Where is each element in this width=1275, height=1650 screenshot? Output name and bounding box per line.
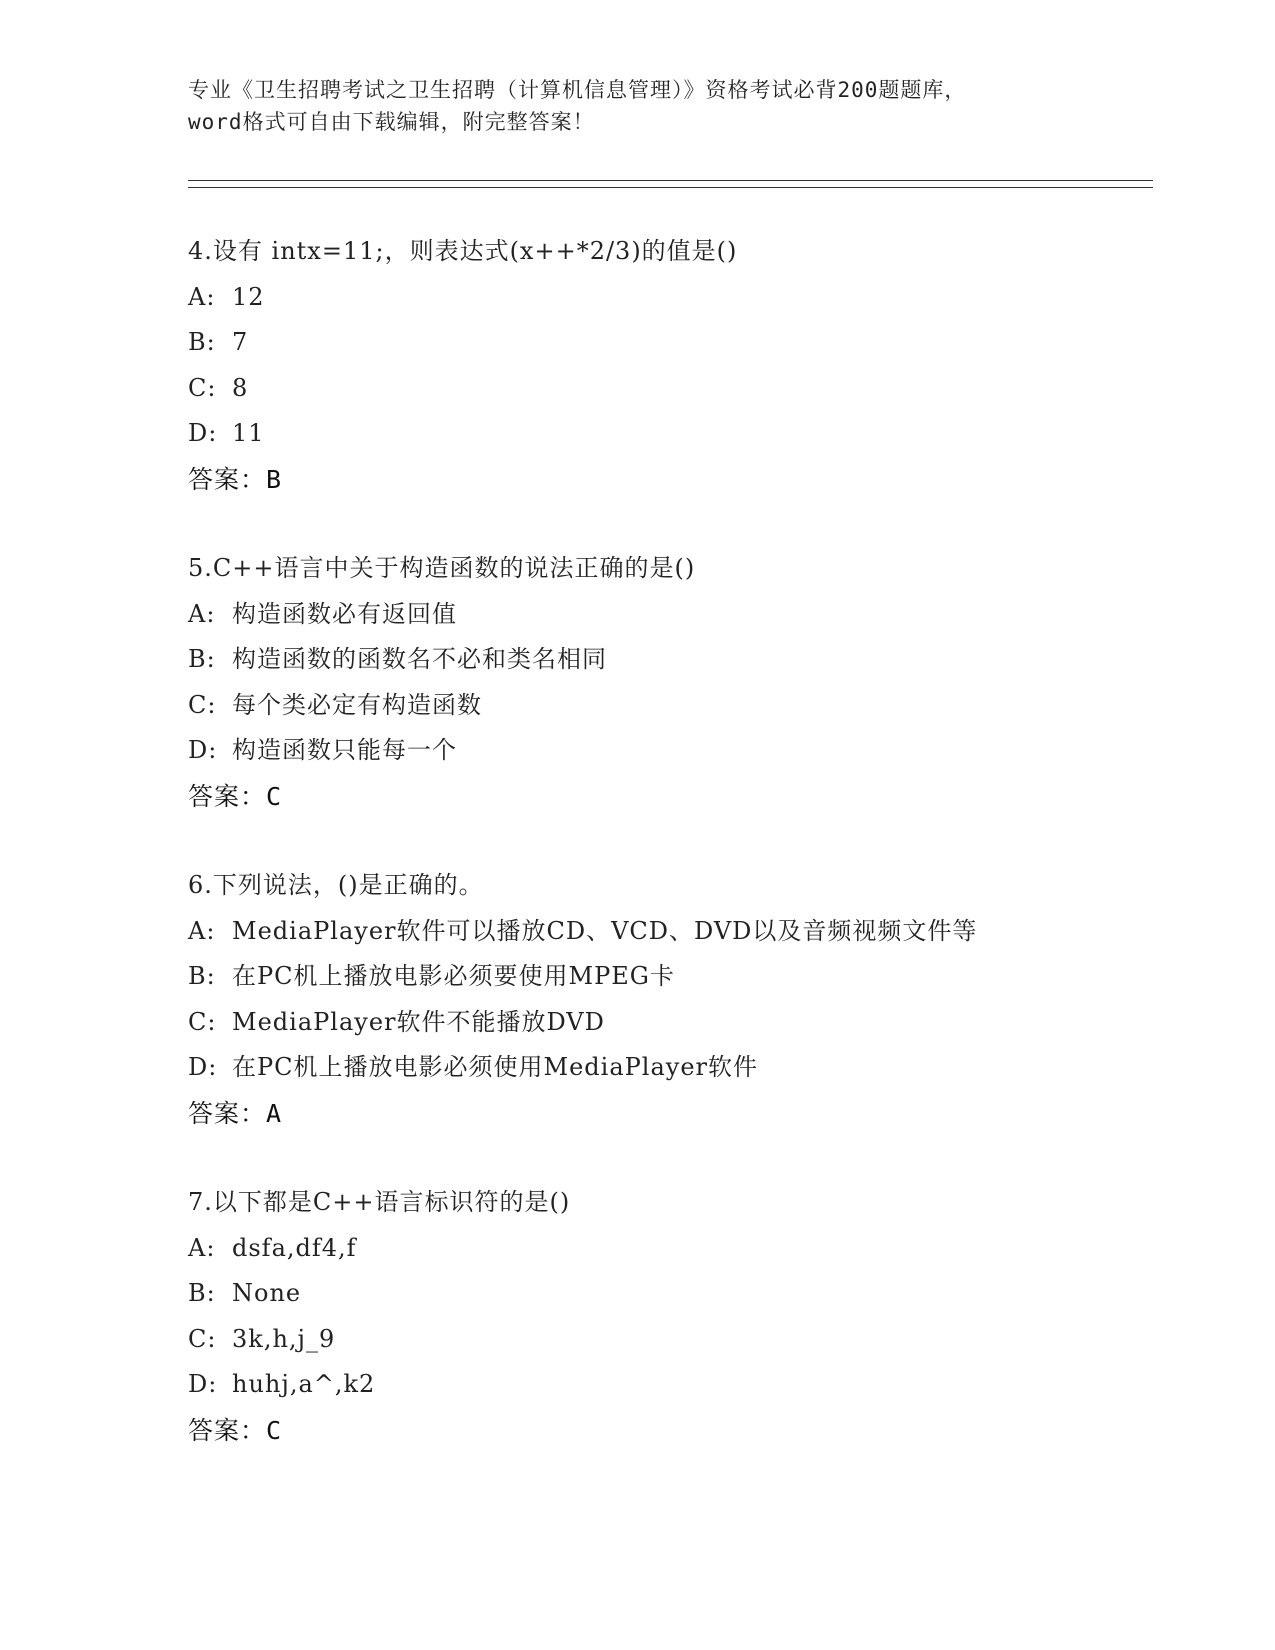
answer-line: 答案：C	[188, 1415, 283, 1445]
option-b	[188, 1271, 1088, 1317]
option-d	[188, 728, 1088, 774]
document-header	[188, 74, 1088, 138]
option-letter: B:	[188, 328, 216, 356]
option-text: 3k,h,j_9	[232, 1324, 336, 1353]
option-c	[188, 1000, 1088, 1046]
option-text: 构造函数的函数名不必和类名相同	[232, 645, 607, 673]
option-letter: B:	[188, 645, 216, 673]
answer-line: 答案：A	[188, 1098, 283, 1128]
option-letter: C:	[188, 373, 217, 402]
option-text: 12	[232, 282, 265, 311]
option-text: MediaPlayer软件可以播放CD、VCD、DVD以及音频视频文件等	[232, 916, 978, 945]
option-text: 在PC机上播放电影必须使用MediaPlayer软件	[232, 1053, 759, 1081]
option-letter: D:	[188, 1370, 218, 1398]
option-text: huhj,a^,k2	[232, 1370, 376, 1398]
option-a	[188, 909, 1088, 955]
question-stem: 7.以下都是C++语言标识符的是()	[188, 1188, 571, 1216]
question-6	[188, 863, 1088, 1136]
header-line-1: 专业《卫生招聘考试之卫生招聘（计算机信息管理）》资格考试必背200题题库，	[188, 78, 967, 102]
option-c	[188, 683, 1088, 729]
option-text: None	[232, 1279, 302, 1307]
option-letter: A:	[188, 282, 216, 311]
option-d	[188, 411, 1088, 457]
question-stem: 6.下列说法，()是正确的。	[188, 871, 484, 899]
option-a	[188, 1226, 1088, 1272]
option-letter: C:	[188, 690, 217, 719]
option-c	[188, 1317, 1088, 1363]
option-text: 在PC机上播放电影必须要使用MPEG卡	[232, 962, 675, 990]
option-b	[188, 954, 1088, 1000]
header-divider	[188, 180, 1153, 188]
option-letter: C:	[188, 1007, 217, 1036]
option-letter: D:	[188, 1053, 218, 1081]
answer-line: 答案：B	[188, 464, 283, 494]
option-text: 8	[232, 373, 249, 402]
option-text: 构造函数只能每一个	[232, 736, 457, 764]
option-letter: A:	[188, 916, 216, 945]
option-text: MediaPlayer软件不能播放DVD	[232, 1007, 605, 1036]
option-letter: A:	[188, 599, 216, 628]
option-text: dsfa,df4,f	[232, 1233, 357, 1262]
question-stem: 5.C++语言中关于构造函数的说法正确的是()	[188, 554, 696, 582]
option-letter: B:	[188, 962, 216, 990]
answer-line: 答案：C	[188, 781, 283, 811]
option-letter: C:	[188, 1324, 217, 1353]
option-a	[188, 275, 1088, 321]
question-5	[188, 546, 1088, 819]
option-a	[188, 592, 1088, 638]
option-letter: A:	[188, 1233, 216, 1262]
header-line-2: word格式可自由下载编辑，附完整答案！	[188, 110, 595, 134]
question-4	[188, 229, 1088, 502]
option-d	[188, 1045, 1088, 1091]
option-text: 每个类必定有构造函数	[232, 690, 482, 719]
question-7	[188, 1180, 1088, 1453]
question-stem: 4.设有 intx=11;，则表达式(x++*2/3)的值是()	[188, 237, 738, 265]
option-b	[188, 637, 1088, 683]
option-letter: D:	[188, 736, 218, 764]
option-d	[188, 1362, 1088, 1408]
option-text: 构造函数必有返回值	[232, 599, 457, 628]
option-letter: D:	[188, 419, 218, 447]
option-letter: B:	[188, 1279, 216, 1307]
option-c	[188, 366, 1088, 412]
option-text: 11	[232, 419, 265, 447]
option-text: 7	[232, 328, 249, 356]
option-b	[188, 320, 1088, 366]
